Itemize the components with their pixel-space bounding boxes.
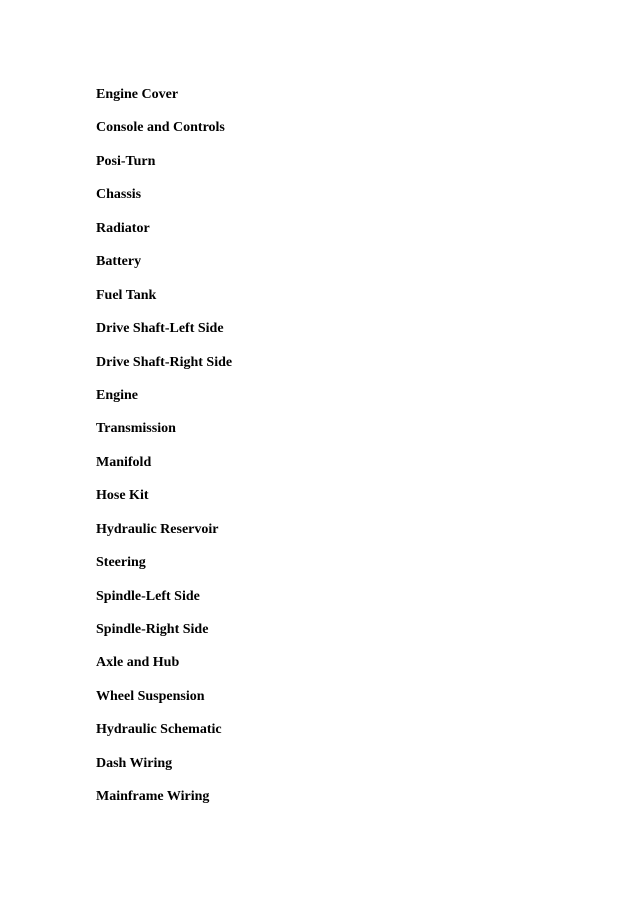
section-item: Hose Kit xyxy=(96,488,149,504)
section-item: Transmission xyxy=(96,421,176,437)
section-item: Drive Shaft-Right Side xyxy=(96,354,233,370)
section-item: Steering xyxy=(96,555,146,571)
section-item: Chassis xyxy=(96,187,142,203)
section-item: Console and Controls xyxy=(96,120,225,136)
section-item: Hydraulic Reservoir xyxy=(96,521,219,537)
section-item: Posi-Turn xyxy=(96,153,156,169)
section-item: Hydraulic Schematic xyxy=(96,722,222,738)
section-item: Wheel Suspension xyxy=(96,688,205,704)
section-item: Engine xyxy=(96,387,139,403)
section-item: Engine Cover xyxy=(96,87,179,102)
section-item: Axle and Hub xyxy=(96,655,180,671)
section-item: Drive Shaft-Left Side xyxy=(96,321,224,337)
section-item: Mainframe Wiring xyxy=(96,789,210,805)
section-item: Dash Wiring xyxy=(96,755,173,771)
section-item: Manifold xyxy=(96,454,152,470)
section-item: Fuel Tank xyxy=(96,287,157,303)
section-item: Radiator xyxy=(96,220,150,236)
section-item: Spindle-Right Side xyxy=(96,622,209,637)
section-item: Battery xyxy=(96,254,142,270)
section-list xyxy=(96,85,232,821)
section-item: Spindle-Left Side xyxy=(96,588,200,604)
